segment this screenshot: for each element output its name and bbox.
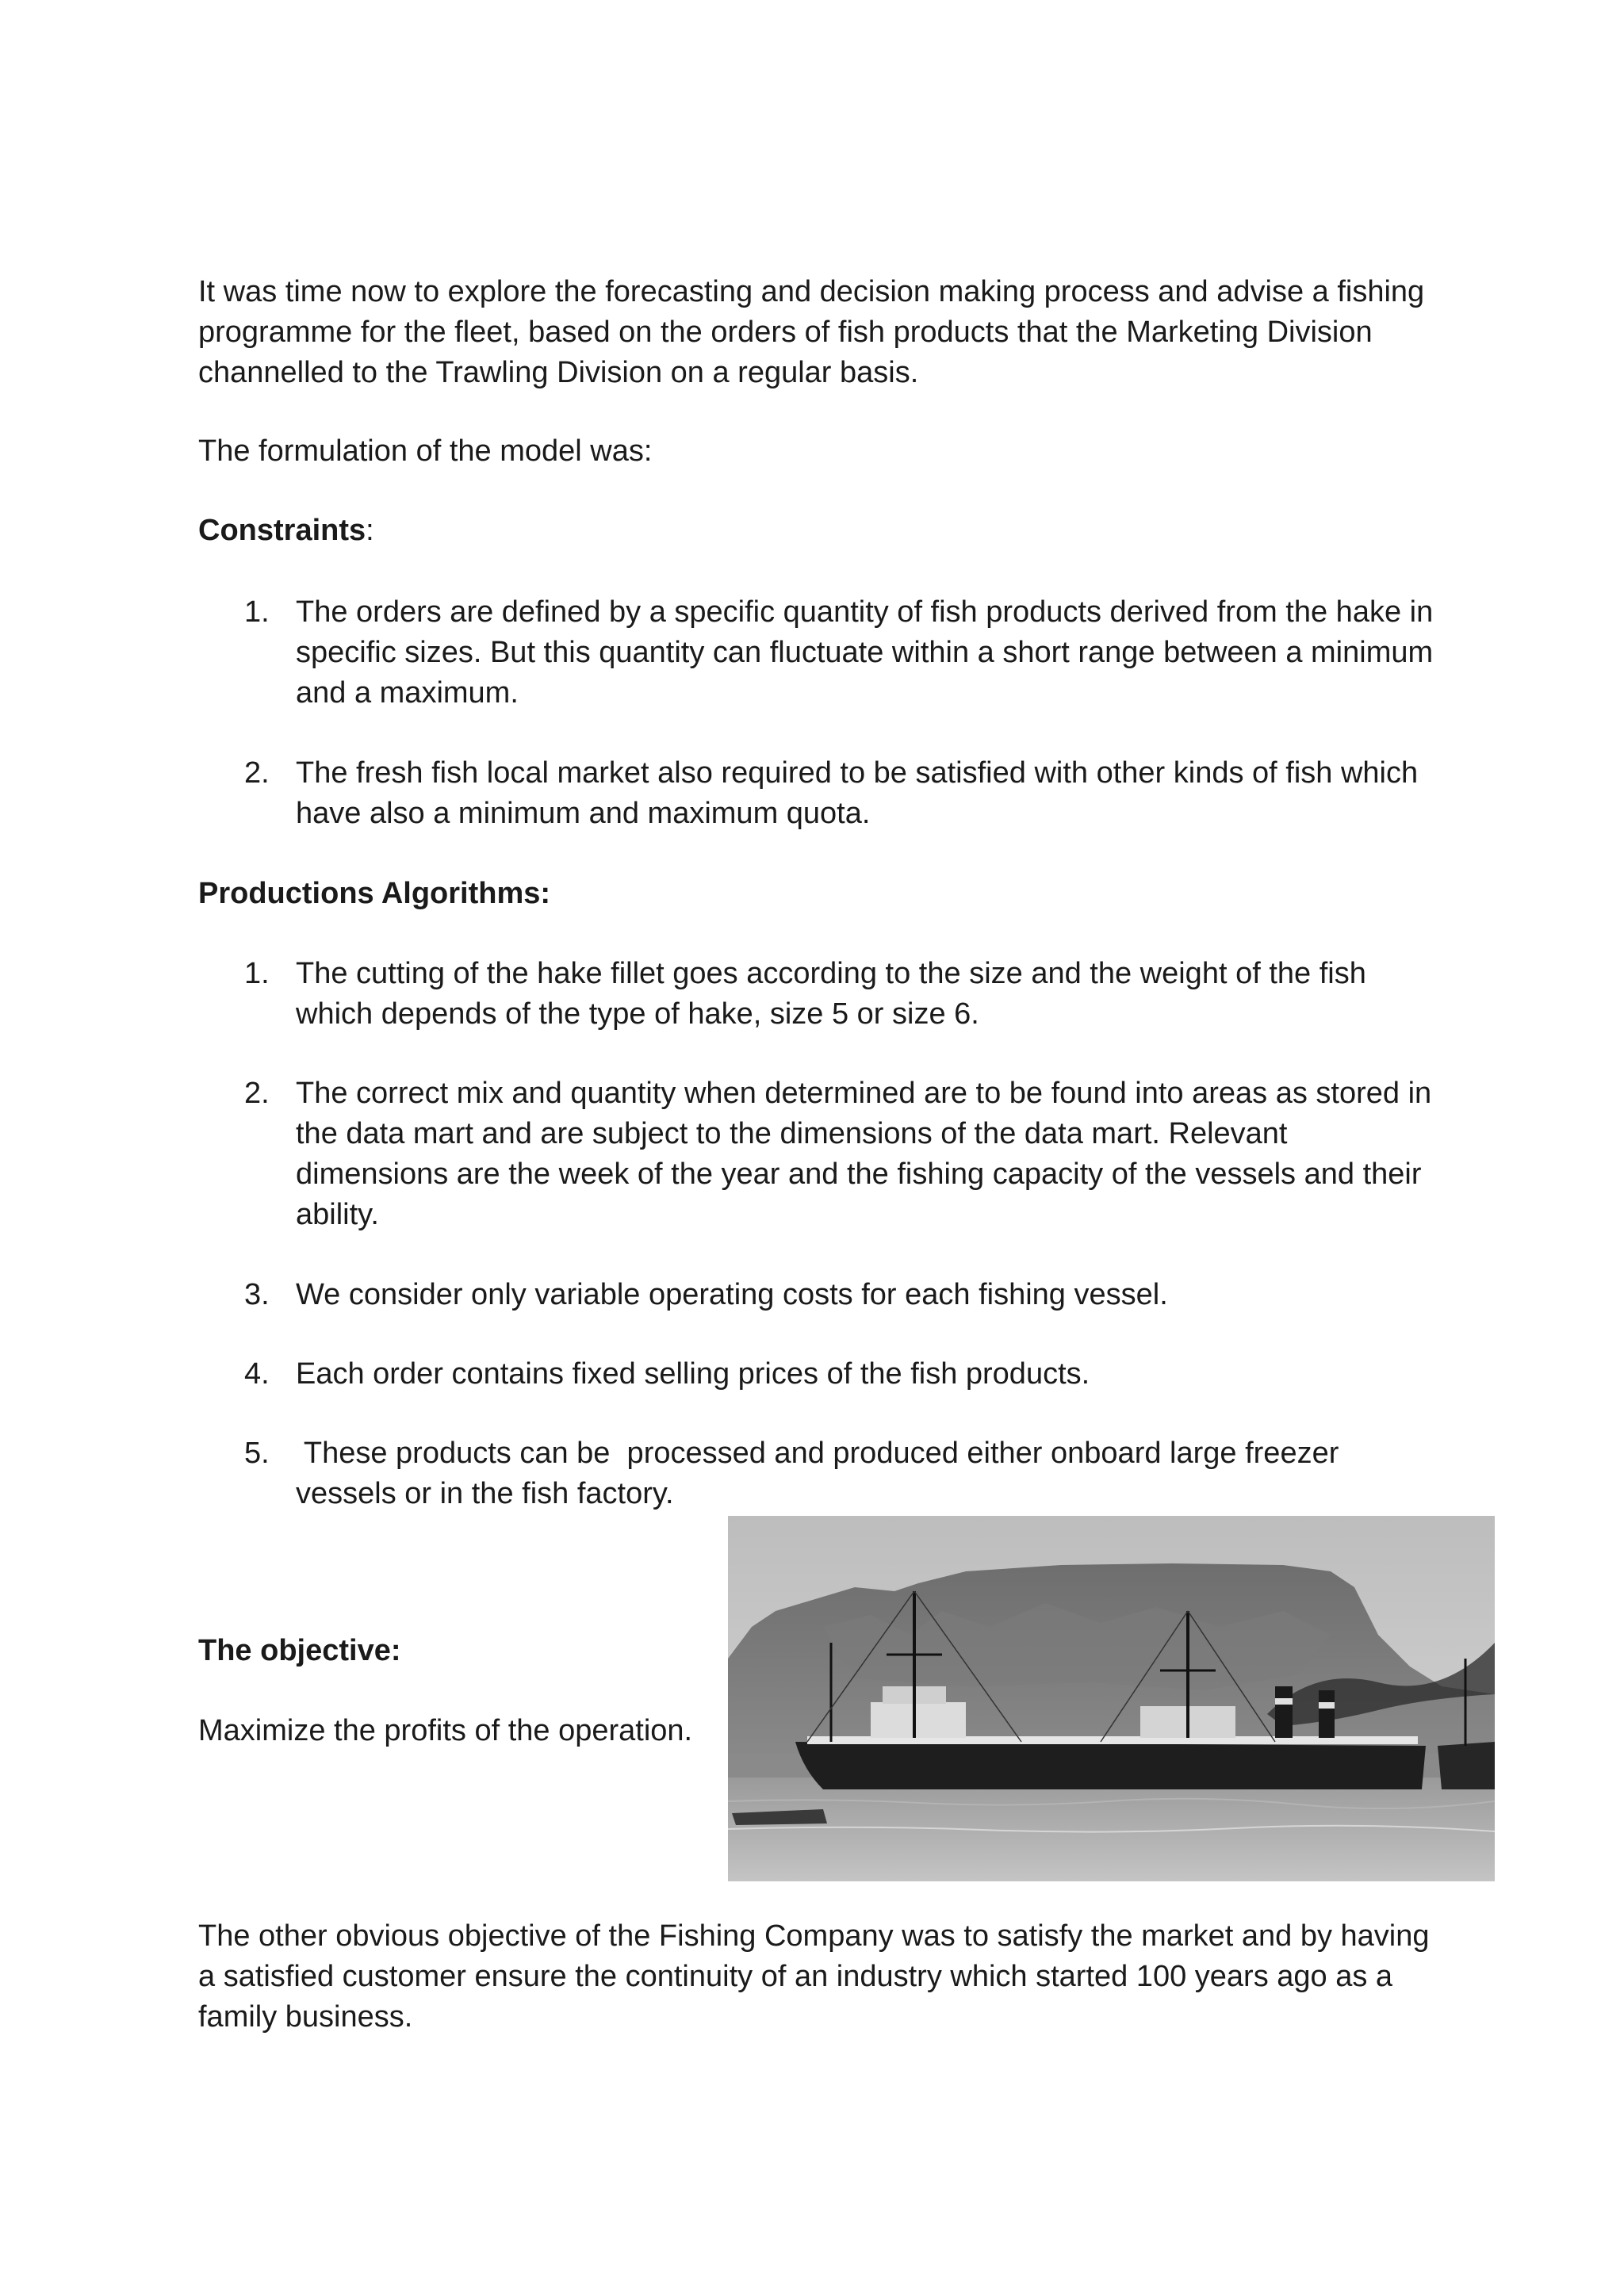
- algorithms-heading: Productions Algorithms:: [198, 877, 551, 910]
- ship-photo-image: [728, 1516, 1495, 1881]
- objective-text: Maximize the profits of the operation.: [198, 1714, 693, 1747]
- intro-line: programme for the fleet, based on the orders of fish products that the Marketing Division: [198, 316, 1373, 349]
- list-text: The cutting of the hake fillet goes according to the size and the weight of the fish which depends of the type of hake, size 5 or size 6.: [296, 957, 1366, 1031]
- list-number: 5.: [244, 1437, 270, 1470]
- list-text: The orders are defined by a specific quantity of fish products derived from the hake in specific sizes. But this quantity can fluctuate within a short range between a minimum and a maximum.: [296, 595, 1434, 710]
- list-text: These products can be processed and produced either onboard large freezer vessels or in the fish factory.: [296, 1437, 1339, 1510]
- list-number: 2.: [244, 756, 270, 790]
- list-number: 2.: [244, 1077, 270, 1110]
- intro-paragraph: [198, 272, 1435, 393]
- closing-paragraph: The other obvious objective of the Fishing Company was to satisfy the market and by having a satisfied customer ensure the continuity of an industry which started 100 years ago as a family business.: [198, 1919, 1430, 2034]
- constraints-heading: Constraints:: [198, 514, 374, 547]
- list-number: 1.: [244, 957, 270, 990]
- list-number: 3.: [244, 1278, 270, 1311]
- list-number: 1.: [244, 595, 270, 629]
- ship-photo: [728, 1516, 1495, 1881]
- intro-line: It was time now to explore the forecasting and decision making process and advise a fishing: [198, 275, 1425, 308]
- objective-heading: The objective:: [198, 1634, 401, 1667]
- list-text: The correct mix and quantity when determined are to be found into areas as stored in the data mart and are subject to the dimensions of the data mart. Relevant dimensions are the week of the year and the fishing capacity of the vessels and their ability.: [296, 1077, 1432, 1231]
- list-text: We consider only variable operating costs for each fishing vessel.: [296, 1278, 1168, 1311]
- list-number: 4.: [244, 1357, 270, 1391]
- list-text: Each order contains fixed selling prices of the fish products.: [296, 1357, 1090, 1391]
- list-text: The fresh fish local market also required to be satisfied with other kinds of fish which have also a minimum and maximum quota.: [296, 756, 1419, 830]
- formulation-paragraph: The formulation of the model was:: [198, 434, 653, 468]
- intro-line: channelled to the Trawling Division on a regular basis.: [198, 356, 919, 389]
